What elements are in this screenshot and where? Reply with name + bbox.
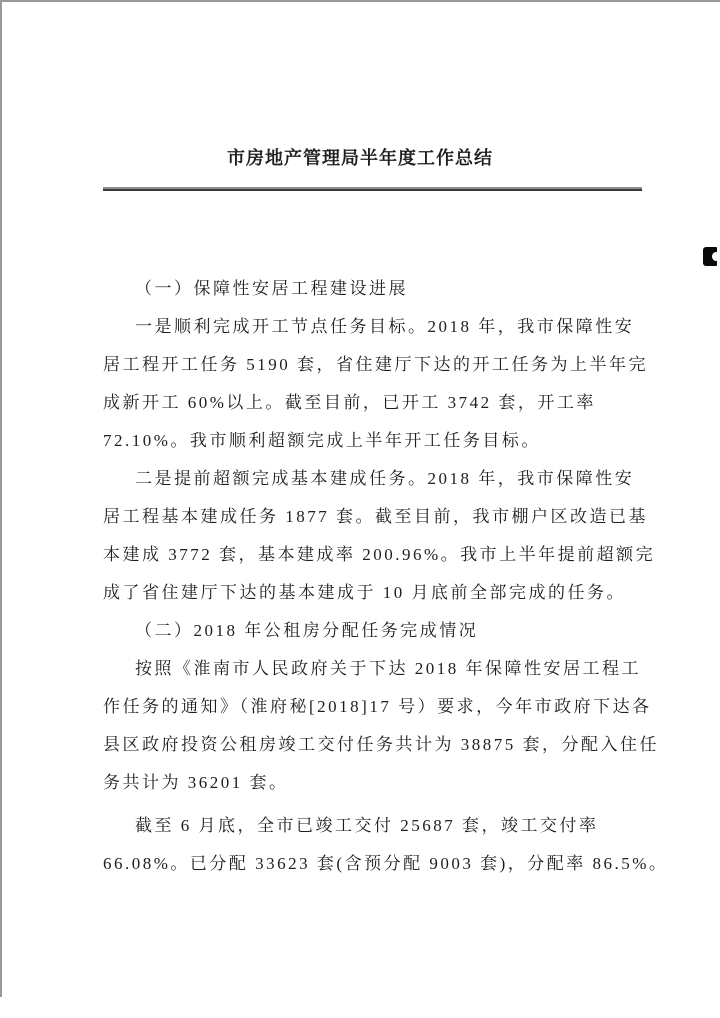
document-body — [103, 270, 669, 883]
edge-artifact-mark — [703, 247, 717, 266]
text-line: （二）2018 年公租房分配任务完成情况 — [135, 621, 479, 640]
text-line: 成新开工 60%以上。截至目前，已开工 3742 套，开工率 — [103, 393, 596, 412]
text-line: 一是顺利完成开工节点任务目标。2018 年，我市保障性安 — [135, 317, 635, 336]
text-line: 居工程基本建成任务 1877 套。截至目前，我市棚户区改造已基 — [103, 507, 648, 526]
text-line: 作任务的通知》（淮府秘[2018]17 号）要求，今年市政府下达各 — [103, 697, 652, 716]
text-line: 县区政府投资公租房竣工交付任务共计为 38875 套，分配入住任 — [103, 735, 659, 754]
text-line: 本建成 3772 套，基本建成率 200.96%。我市上半年提前超额完 — [103, 545, 656, 564]
title-underline-rule — [103, 187, 642, 191]
text-line: 二是提前超额完成基本建成任务。2018 年，我市保障性安 — [135, 469, 635, 488]
text-line: 截至 6 月底，全市已竣工交付 25687 套，竣工交付率 — [135, 816, 599, 835]
text-line: 居工程开工任务 5190 套，省住建厅下达的开工任务为上半年完 — [103, 355, 648, 374]
text-line: 成了省住建厅下达的基本建成于 10 月底前全部完成的任务。 — [103, 583, 626, 602]
text-line: 务共计为 36201 套。 — [103, 773, 289, 792]
text-line: 66.08%。已分配 33623 套(含预分配 9003 套)，分配率 86.5%。 — [103, 854, 669, 873]
document-title: 市房地产管理局半年度工作总结 — [227, 148, 493, 168]
text-line: 按照《淮南市人民政府关于下达 2018 年保障性安居工程工 — [135, 659, 641, 678]
page-edge-top-line — [0, 0, 720, 2]
text-line: 72.10%。我市顺利超额完成上半年开工任务目标。 — [103, 431, 541, 450]
text-line: （一）保障性安居工程建设进展 — [135, 279, 408, 298]
edge-artifact-notch — [712, 252, 720, 261]
